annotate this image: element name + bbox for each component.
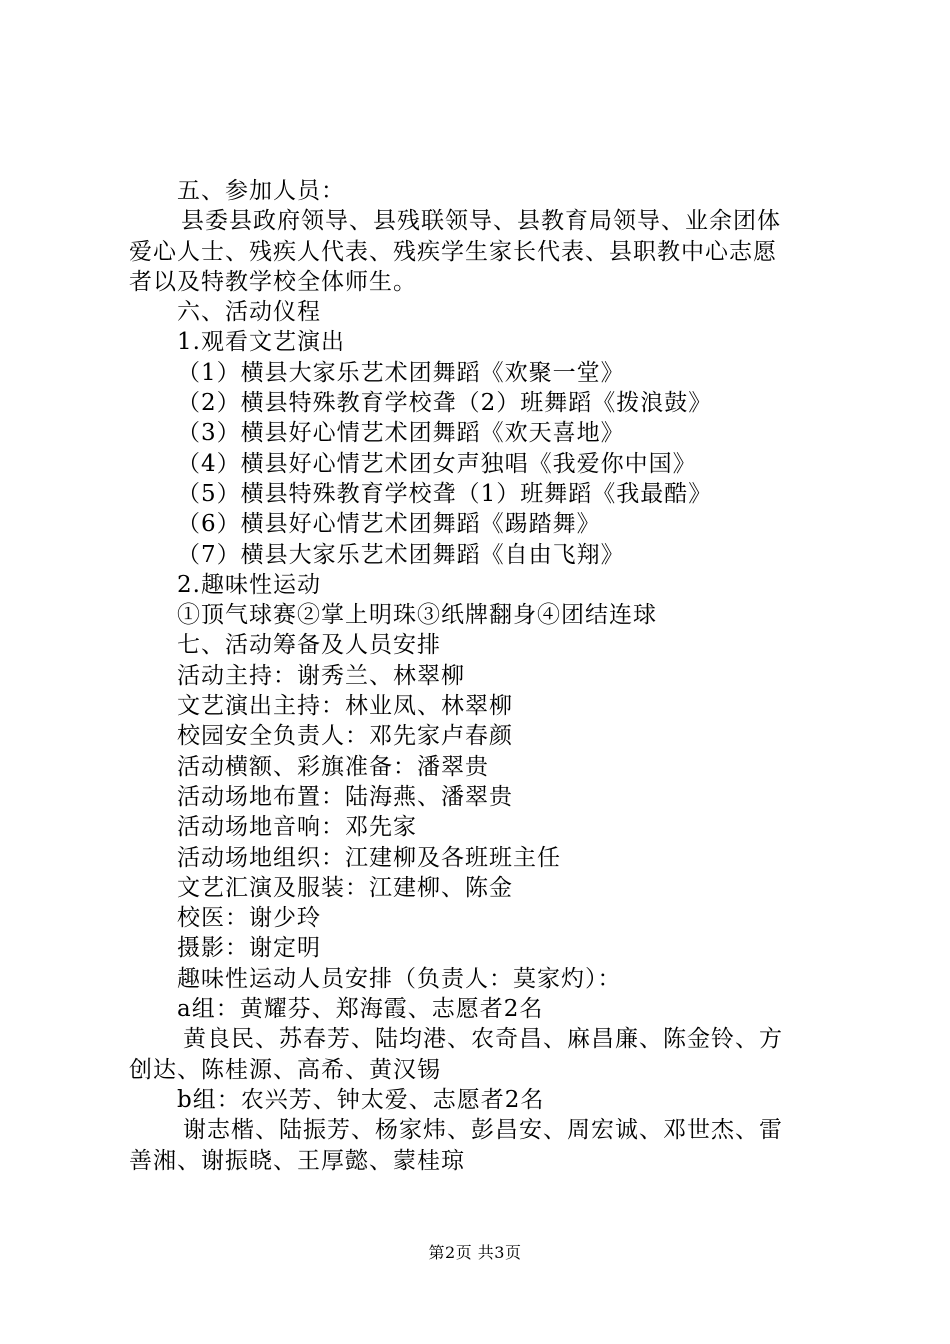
assignment-line: 校园安全负责人：邓先家卢春颜 [177,723,513,750]
program-item: （6）横县好心情艺术团舞蹈《踢踏舞》 [177,511,601,538]
program-item: （3）横县好心情艺术团舞蹈《欢天喜地》 [177,420,625,447]
group-a-members: 黄良民、苏春芳、陆均港、农奇昌、麻昌廉、陈金铃、方 [183,1026,783,1053]
program-item: （2）横县特殊教育学校聋（2）班舞蹈《拨浪鼓》 [177,390,713,417]
program-item: （1）横县大家乐艺术团舞蹈《欢聚一堂》 [177,359,625,386]
assignment-line: 活动主持：谢秀兰、林翠柳 [177,662,465,689]
assignment-line: 校医：谢少玲 [177,905,321,932]
assignment-line: 文艺汇演及服装：江建柳、陈金 [177,874,513,901]
section-heading-participants: 五、参加人员： [177,178,345,204]
paragraph-line: 者以及特教学校全体师生。 [129,268,417,295]
program-item: （4）横县好心情艺术团女声独唱《我爱你中国》 [177,450,697,477]
program-item: （7）横县大家乐艺术团舞蹈《自由飞翔》 [177,541,625,568]
assignment-line: 活动场地组织：江建柳及各班班主任 [177,844,561,871]
subheading-performance: 1.观看文艺演出 [177,329,345,356]
page-footer: 第2页 共3页 [428,1243,522,1262]
games-staff-heading: 趣味性运动人员安排（负责人：莫家灼）： [177,965,622,992]
section-heading-agenda: 六、活动仪程 [177,299,321,326]
assignment-line: 活动横额、彩旗准备：潘翠贵 [177,753,489,780]
group-a-members-cont: 创达、陈桂源、高希、黄汉锡 [129,1056,441,1083]
paragraph-line: 县委县政府领导、县残联领导、县教育局领导、业余团体 [181,208,781,235]
paragraph-line: 爱心人士、残疾人代表、残疾学生家长代表、县职教中心志愿 [129,238,777,265]
section-heading-preparation: 七、活动筹备及人员安排 [177,632,441,659]
subheading-games: 2.趣味性运动 [177,571,321,598]
program-item: （5）横县特殊教育学校聋（1）班舞蹈《我最酷》 [177,480,713,507]
document-body [129,176,834,1176]
assignment-line: 摄影：谢定明 [177,935,321,962]
group-b-leaders: b组：农兴芳、钟太爱、志愿者2名 [177,1086,545,1113]
group-a-leaders: a组：黄耀芬、郑海霞、志愿者2名 [177,996,544,1023]
games-list: ①顶气球赛②掌上明珠③纸牌翻身④团结连球 [177,602,657,629]
assignment-line: 文艺演出主持：林业凤、林翠柳 [177,693,513,720]
group-b-members: 谢志楷、陆振芳、杨家炜、彭昌安、周宏诚、邓世杰、雷 [183,1117,783,1144]
group-b-members-cont: 善湘、谢振晓、王厚懿、蒙桂琼 [129,1147,465,1174]
assignment-line: 活动场地布置：陆海燕、潘翠贵 [177,783,513,810]
assignment-line: 活动场地音响：邓先家 [177,814,417,841]
